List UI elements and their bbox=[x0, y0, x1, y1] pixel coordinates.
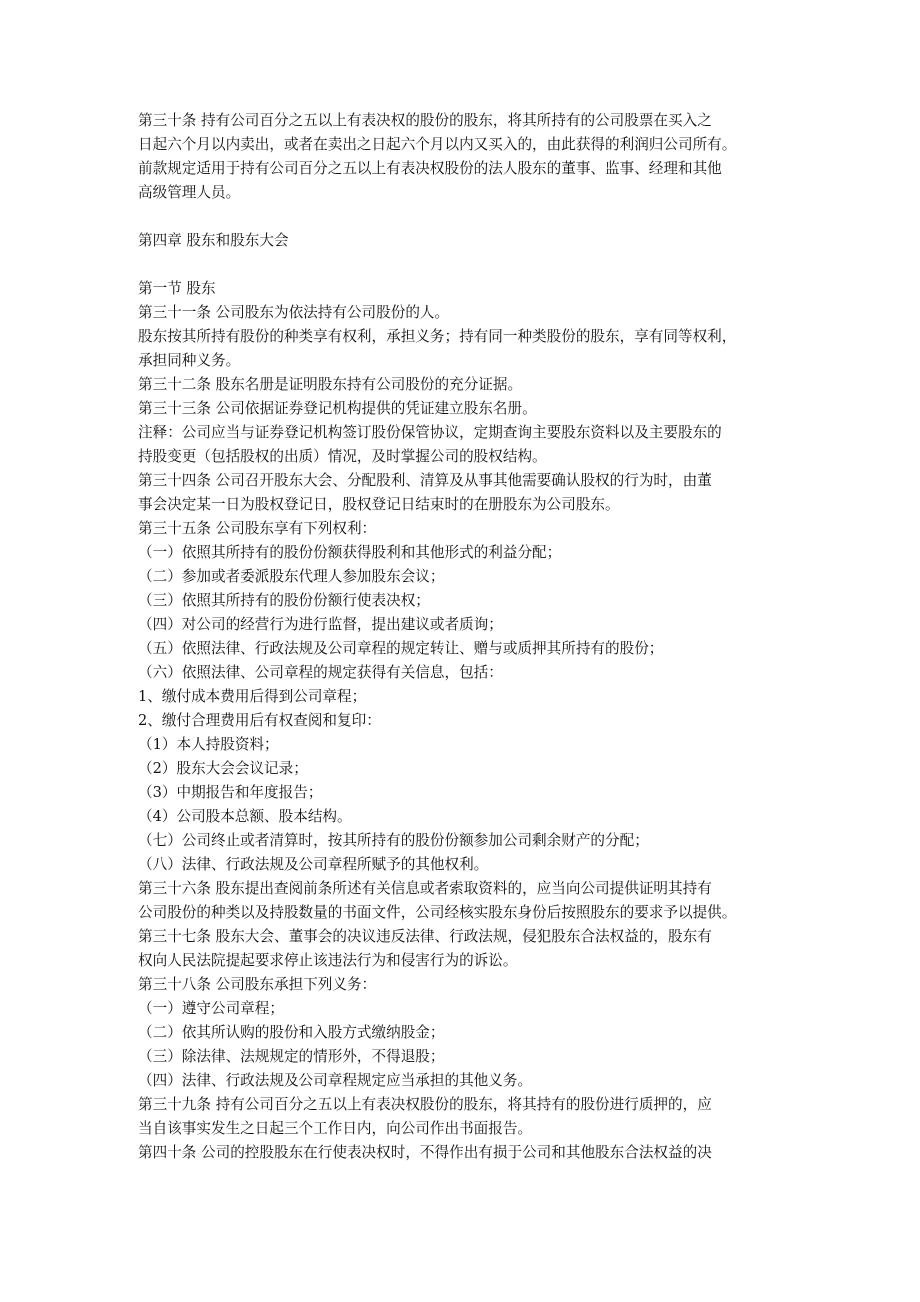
text-line: （二）依其所认购的股份和入股方式缴纳股金； bbox=[138, 1024, 445, 1041]
text-line: （五）依照法律、行政法规及公司章程的规定转让、赠与或质押其所持有的股份； bbox=[138, 640, 664, 657]
document-page bbox=[138, 109, 788, 1165]
text-line: 当自该事实发生之日起三个工作日内，向公司作出书面报告。 bbox=[138, 1120, 533, 1137]
text-line: 权向人民法院提起要求停止该违法行为和侵害行为的诉讼。 bbox=[138, 952, 518, 969]
text-line: 2、缴付合理费用后有权查阅和复印： bbox=[138, 712, 381, 729]
text-line: （3）中期报告和年度报告； bbox=[138, 784, 323, 801]
text-line: （六）依照法律、公司章程的规定获得有关信息，包括： bbox=[138, 664, 503, 681]
text-line: （四）对公司的经营行为进行监督，提出建议或者质询； bbox=[138, 616, 503, 633]
text-line: （三）依照其所持有的股份份额行使表决权； bbox=[138, 592, 430, 609]
text-line: （八）法律、行政法规及公司章程所赋予的其他权利。 bbox=[138, 856, 489, 873]
text-line: 第四十条 公司的控股股东在行使表决权时，不得作出有损于公司和其他股东合法权益的决 bbox=[138, 1144, 712, 1161]
text-line: 第三十二条 股东名册是证明股东持有公司股份的充分证据。 bbox=[138, 376, 523, 393]
text-line: 第三十一条 公司股东为依法持有公司股份的人。 bbox=[138, 304, 450, 321]
text-line: 第三十六条 股东提出查阅前条所述有关信息或者索取资料的，应当向公司提供证明其持有 bbox=[138, 880, 712, 897]
text-line: 高级管理人员。 bbox=[138, 184, 241, 201]
text-line: （七）公司终止或者清算时，按其所持有的股份份额参加公司剩余财产的分配； bbox=[138, 832, 649, 849]
text-line: （1）本人持股资料； bbox=[138, 736, 279, 753]
text-line: 事会决定某一日为股权登记日，股权登记日结束时的在册股东为公司股东。 bbox=[138, 496, 620, 513]
text-line: 第三十条 持有公司百分之五以上有表决权的股份的股东，将其所持有的公司股票在买入之 bbox=[138, 112, 712, 129]
text-line: （四）法律、行政法规及公司章程规定应当承担的其他义务。 bbox=[138, 1072, 533, 1089]
text-line: 股东按其所持有股份的种类享有权利，承担义务；持有同一种类股份的股东，享有同等权利， bbox=[138, 328, 737, 345]
text-line: 第三十七条 股东大会、董事会的决议违反法律、行政法规，侵犯股东合法权益的，股东有 bbox=[138, 928, 712, 945]
text-line: 第四章 股东和股东大会 bbox=[138, 232, 289, 249]
text-line: 第三十四条 公司召开股东大会、分配股利、清算及从事其他需要确认股权的行为时，由董 bbox=[138, 472, 712, 489]
text-line: 第一节 股东 bbox=[138, 280, 216, 297]
text-line: （二）参加或者委派股东代理人参加股东会议； bbox=[138, 568, 445, 585]
text-line: （一）遵守公司章程； bbox=[138, 1000, 284, 1017]
blank-line bbox=[138, 205, 788, 229]
text-line: 第三十三条 公司依据证券登记机构提供的凭证建立股东名册。 bbox=[138, 400, 537, 417]
text-line: 第三十五条 公司股东享有下列权利： bbox=[138, 520, 377, 537]
text-line: （一）依照其所持有的股份份额获得股利和其他形式的利益分配； bbox=[138, 544, 562, 561]
text-line: 第三十八条 公司股东承担下列义务： bbox=[138, 976, 377, 993]
text-line: 第三十九条 持有公司百分之五以上有表决权股份的股东，将其持有的股份进行质押的，应 bbox=[138, 1096, 712, 1113]
text-line: 1、缴付成本费用后得到公司章程； bbox=[138, 688, 367, 705]
text-line: （2）股东大会会议记录； bbox=[138, 760, 308, 777]
text-line: 日起六个月以内卖出，或者在卖出之日起六个月以内又买入的，由此获得的利润归公司所有。 bbox=[138, 136, 737, 153]
text-line: 持股变更（包括股权的出质）情况，及时掌握公司的股权结构。 bbox=[138, 448, 547, 465]
text-line: 公司股份的种类以及持股数量的书面文件，公司经核实股东身份后按照股东的要求予以提供。 bbox=[138, 904, 737, 921]
blank-line bbox=[138, 253, 788, 277]
text-line: （三）除法律、法规规定的情形外，不得退股； bbox=[138, 1048, 445, 1065]
text-line: （4）公司股本总额、股本结构。 bbox=[138, 808, 352, 825]
text-line: 前款规定适用于持有公司百分之五以上有表决权股份的法人股东的董事、监事、经理和其他 bbox=[138, 160, 722, 177]
text-line: 承担同种义务。 bbox=[138, 352, 241, 369]
text-line: 注释：公司应当与证券登记机构签订股份保管协议，定期查询主要股东资料以及主要股东的 bbox=[138, 424, 722, 441]
